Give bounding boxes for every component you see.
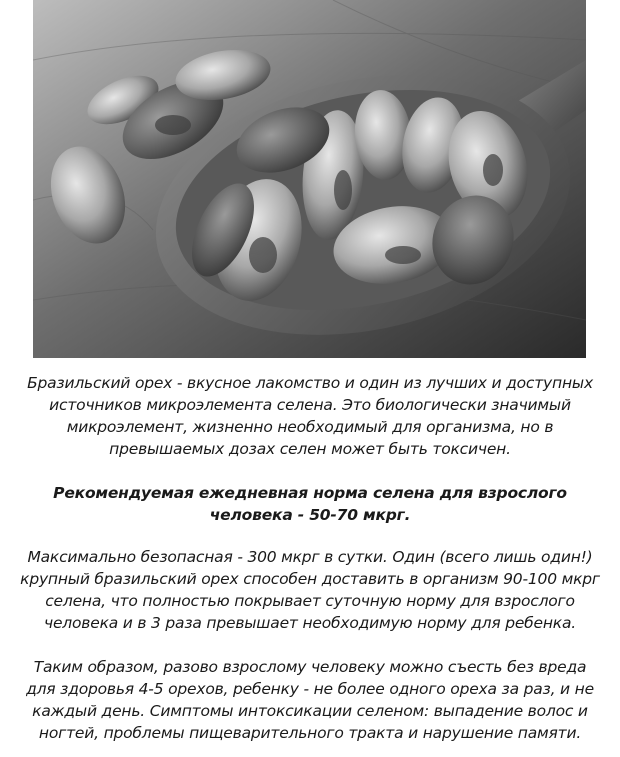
conclusion-paragraph: Таким образом, разово взрослому человеку можно съесть без вреда для здоровья 4-5 орехов, ребенку - не более одного ореха за раз, и не каждый день. Симптомы интоксикации селеном: выпадение волос и ногтей, проблемы пищеварительного тракта и нарушение памяти. xyxy=(26,658,594,742)
nuts-photo xyxy=(33,0,586,358)
max-safe-paragraph: Максимально безопасная - 300 мкрг в сутки. Один (всего лишь один!) крупный бразильский орех способен доставить в организм 90-100 мкрг селена, что полностью покрывает суточную норму для взрослого человека и в 3 раза превышает необходимую норму для ребенка. xyxy=(20,548,600,632)
nuts-illustration xyxy=(33,0,586,358)
norm-paragraph: Рекомендуемая ежедневная норма селена для взрослого человека - 50-70 мкрг. xyxy=(53,484,567,524)
intro-paragraph: Бразильский орех - вкусное лакомство и один из лучших и доступных источников микроэлемента селена. Это биологически значимый микроэлемент, жизненно необходимый для организма, но в превышаемых дозах селен может быть токсичен. xyxy=(27,374,593,458)
